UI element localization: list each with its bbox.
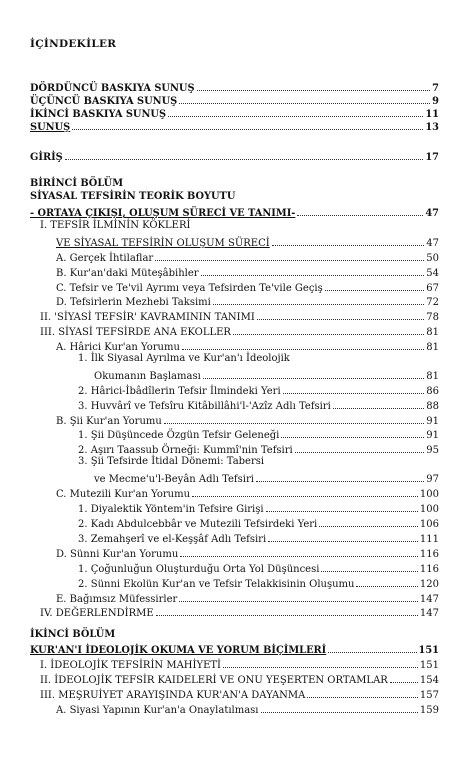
toc-entry-page: 111 [419, 534, 439, 545]
toc-entry-page: 116 [419, 549, 439, 560]
toc-entry-title: 1. Şii Düşüncede Özgün Tefsir Geleneği [78, 430, 280, 441]
dot-leader [307, 697, 418, 698]
toc-entry [30, 80, 439, 94]
toc-entry-title: C. Tefsir ve Te'vil Ayrımı veya Tefsirden Te'vile Geçiş [56, 283, 323, 294]
dot-leader [268, 541, 418, 542]
toc-entry-page: 106 [419, 519, 439, 530]
toc-entry-page: 95 [426, 445, 439, 456]
toc-entry-page: 154 [419, 675, 439, 686]
toc-entry-page: 72 [426, 297, 439, 308]
toc-entry-page: 147 [419, 594, 439, 605]
toc-entry-title: B. Şii Kur'an Yorumu [56, 416, 162, 427]
toc-entry [40, 657, 439, 671]
toc-entry [56, 413, 439, 427]
toc-entry [56, 339, 439, 353]
toc-entry-page: 9 [432, 96, 439, 107]
toc-entry-page: 100 [419, 489, 439, 500]
dot-leader [233, 334, 424, 335]
toc-entry [40, 687, 439, 701]
dot-leader [319, 526, 418, 527]
toc-entry-page: 7 [432, 83, 439, 94]
toc-entry-title: 1. Çoğunluğun Oluşturduğu Orta Yol Düşüncesi [78, 564, 320, 575]
toc-entry-title: III. SİYASİ TEFSİRDE ANA EKOLLER [40, 327, 231, 338]
dot-leader [297, 215, 423, 216]
toc-entry [78, 501, 439, 515]
toc-entry [78, 398, 439, 412]
toc-entry [30, 106, 439, 120]
toc-entry-title: Okumanın Başlaması [94, 371, 201, 382]
toc-entry-title: 1. Diyalektik Yöntem'in Tefsire Girişi [78, 504, 264, 515]
toc-entry-page: 116 [419, 564, 439, 575]
toc-entry [56, 280, 439, 294]
toc-entry-title: D. Tefsirlerin Mezhebi Taksimi [56, 297, 211, 308]
toc-entry-page: 147 [419, 608, 439, 619]
dot-leader [295, 452, 425, 453]
toc-entry [30, 642, 439, 656]
dot-leader [257, 319, 424, 320]
toc-entry-title: - ORTAYA ÇIKIŞI, OLUŞUM SÜRECİ VE TANIMI- [30, 208, 296, 219]
toc-entry [56, 250, 439, 264]
toc-entry-page: 151 [419, 660, 439, 671]
dot-leader [197, 90, 431, 91]
toc-entry-page: 86 [426, 386, 439, 397]
toc-entry [30, 93, 439, 107]
toc-entry-title: 3. Zemahşerî ve el-Keşşâf Adlı Tefsiri [78, 534, 267, 545]
toc-heading: İÇİNDEKİLER [30, 38, 117, 50]
toc-entry-title: İKİNCİ BASKIYA SUNUŞ [30, 109, 167, 120]
toc-entry [94, 471, 439, 485]
dot-leader [256, 481, 424, 482]
dot-leader [156, 615, 418, 616]
dot-leader [390, 682, 418, 683]
toc-entry [30, 119, 439, 133]
dot-leader [192, 496, 418, 497]
toc-entry-title: B. Kur'an'daki Müteşâbihler [56, 268, 199, 279]
toc-entry [40, 672, 439, 686]
toc-entry-page: 120 [419, 579, 439, 590]
toc-heading-line: SİYASAL TEFSİRİN TEORİK BOYUTU [30, 191, 236, 202]
toc-entry-page: 47 [426, 238, 439, 249]
toc-entry-page: 157 [419, 690, 439, 701]
dot-leader [65, 159, 424, 160]
toc-entry-page: 78 [426, 312, 439, 323]
toc-entry [78, 531, 439, 545]
toc-entry-title: II. 'SİYASİ TEFSİR' KAVRAMININ TANIMI [40, 312, 255, 323]
dot-leader [272, 245, 425, 246]
dot-leader [203, 378, 424, 379]
toc-heading-line: 3. Şii Tefsirde İtidal Dönemi: Tabersi [78, 456, 265, 467]
toc-entry-title: C. Mutezili Kur'an Yorumu [56, 489, 191, 500]
toc-entry-title: 2. Kadı Abdulcebbâr ve Mutezili Tefsirdeki Yeri [78, 519, 318, 530]
toc-entry-title: 2. Aşırı Taassub Örneği: Kummî'nin Tefsiri [78, 445, 293, 456]
toc-entry-title: SUNUŞ [30, 122, 71, 133]
toc-entry-page: 97 [426, 474, 439, 485]
dot-leader [180, 556, 418, 557]
toc-entry-page: 50 [426, 253, 439, 264]
toc-entry-title: 3. Huvvârî ve Tefsîru Kitâbillâhi'l-'Azîz Adlı Tefsiri [78, 401, 331, 412]
dot-leader [182, 349, 424, 350]
toc-entry [40, 309, 439, 323]
dot-leader [223, 667, 418, 668]
toc-entry [56, 546, 439, 560]
toc-entry-title: A. Gerçek İhtilaflar [56, 253, 154, 264]
toc-entry-page: 100 [419, 504, 439, 515]
dot-leader [266, 511, 418, 512]
dot-leader [321, 571, 417, 572]
toc-entry-title: D. Sünni Kur'an Yorumu [56, 549, 179, 560]
dot-leader [179, 103, 430, 104]
dot-leader [201, 275, 425, 276]
toc-entry-page: 81 [426, 327, 439, 338]
toc-entry-title: ÜÇÜNCÜ BASKIYA SUNUŞ [30, 96, 178, 107]
dot-leader [72, 129, 423, 130]
toc-entry-title: E. Bağımsız Müfessirler [56, 594, 178, 605]
toc-entry [30, 149, 439, 163]
dot-leader [325, 290, 425, 291]
dot-leader [168, 116, 423, 117]
toc-heading-line: 1. İlk Siyasal Ayrılma ve Kur'an'ı İdeolojik [78, 353, 290, 364]
toc-entry [30, 205, 439, 219]
toc-entry [78, 442, 439, 456]
toc-entry-page: 81 [426, 342, 439, 353]
toc-entry-page: 159 [419, 705, 439, 716]
toc-entry-title: I. İDEOLOJİK TEFSİRİN MAHİYETİ [40, 660, 221, 671]
toc-entry-title: IV. DEĞERLENDİRME [40, 608, 154, 619]
toc-entry-page: 17 [425, 152, 439, 163]
dot-leader [213, 304, 424, 305]
toc-entry-page: 151 [418, 645, 439, 656]
toc-entry-page: 54 [426, 268, 439, 279]
toc-entry-title: GİRİŞ [30, 152, 63, 163]
toc-entry [56, 294, 439, 308]
toc-heading-line: BİRİNCİ BÖLÜM [30, 178, 124, 189]
toc-entry-page: 47 [425, 208, 439, 219]
toc-entry [56, 702, 439, 716]
toc-entry-title: 2. Hârici-İbâdîlerin Tefsir İlmindeki Yeri [78, 386, 281, 397]
dot-leader [164, 423, 424, 424]
toc-entry-page: 91 [426, 430, 439, 441]
toc-entry-title: II. İDEOLOJİK TEFSİR KAIDELERİ VE ONU YEŞERTEN ORTAMLAR [40, 675, 388, 686]
toc-entry [56, 486, 439, 500]
toc-entry-title: VE SİYASAL TEFSİRİN OLUŞUM SÜRECİ [56, 238, 270, 249]
toc-entry-title: A. Hârici Kur'an Yorumu [56, 342, 180, 353]
toc-entry [78, 516, 439, 530]
toc-entry-title: III. MEŞRUİYET ARAYIŞINDA KUR'AN'A DAYANMA [40, 690, 306, 701]
toc-entry [40, 324, 439, 338]
toc-entry-title: A. Siyasi Yapının Kur'an'a Onaylatılması [56, 705, 259, 716]
dot-leader [179, 601, 418, 602]
toc-entry [56, 591, 439, 605]
toc-entry [78, 427, 439, 441]
toc-entry [56, 235, 439, 249]
toc-entry-page: 88 [426, 401, 439, 412]
toc-heading-line: I. TEFSİR İLMİNİN KÖKLERİ [40, 220, 191, 231]
toc-entry [78, 561, 439, 575]
toc-entry-title: KUR'AN'I İDEOLOJİK OKUMA VE YORUM BİÇİMLERİ [30, 645, 327, 656]
dot-leader [155, 260, 424, 261]
toc-entry-page: 91 [426, 416, 439, 427]
toc-entry [40, 605, 439, 619]
toc-entry-title: 2. Sünni Ekolün Kur'an ve Tefsir Telakkisinin Oluşumu [78, 579, 355, 590]
toc-entry-title: DÖRDÜNCÜ BASKIYA SUNUŞ [30, 83, 195, 94]
toc-entry-page: 13 [425, 122, 439, 133]
dot-leader [333, 408, 425, 409]
toc-entry-page: 67 [426, 283, 439, 294]
toc-entry [78, 576, 439, 590]
dot-leader [281, 437, 424, 438]
dot-leader [328, 652, 416, 653]
toc-entry-page: 11 [425, 109, 439, 120]
toc-entry [94, 368, 439, 382]
toc-heading-line: İKİNCİ BÖLÜM [30, 629, 116, 640]
toc-entry-page: 81 [426, 371, 439, 382]
toc-entry [78, 383, 439, 397]
toc-entry [56, 265, 439, 279]
dot-leader [356, 586, 417, 587]
dot-leader [261, 712, 418, 713]
dot-leader [283, 393, 425, 394]
toc-entry-title: ve Mecme'u'l-Beyân Adlı Tefsiri [94, 474, 254, 485]
